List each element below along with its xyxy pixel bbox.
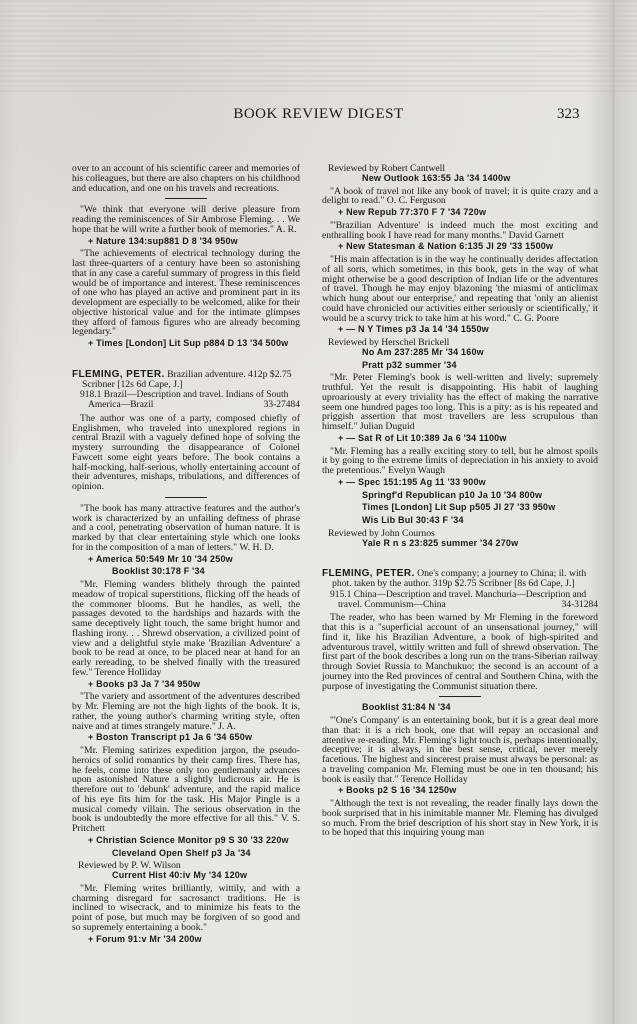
review-paragraph: "'Brazilian Adventure' is indeed much the most exciting and enthralling book I have read for many months." David Garnett (322, 219, 598, 241)
citation: Current Hist 40:iv My '34 120w (112, 870, 248, 880)
review-paragraph: "Mr. Fleming satirizes expedition jargon, the pseudo-heroics of solid romantics by their camp fires. There has, he feels, come into these only too gentlemanly advances upon astonished Nature a slightly ludicrous air. He is therefore out to 'debunk' adventure, and the rapid malice of his eye fits him for the task. His Major Pingle is a musical comedy villain. The serious observation in the book is undoubtedly the more effective for all this." V. S. Pritchett (72, 745, 300, 834)
citation: Pratt p32 summer '34 (362, 359, 457, 370)
citation: + Nature 134:sup881 D 8 '34 950w (88, 235, 238, 246)
review-paragraph: "Mr. Peter Fleming's book is well-written and lively; supremely truthful. Yet the result is disappointing. His habit of laughing uproariously at every triviality has the effect of making the narrative seem one hundred pages too long. This is a pity: as is his repeated and priggish assertion that most travellers are less scrupulous than himself." Julian Duguid (322, 372, 598, 432)
review-paragraph: "We think that everyone will derive pleasure from reading the reminiscences of Sir Ambrose Fleming. . . We hope that he will write a further book of memories." A. R. (72, 204, 300, 235)
subject-headings (72, 391, 300, 411)
review-paragraph: The reader, who has been warned by Mr Fleming in the foreword that this is a "superficial account of an unsensational journey," will find it, like his Brazilian Adventure, a book of high-spirited and adventurous travel, wittily written and full of shrewd observation. The first part of the book describes a long run on the trans-Siberian railway through Soviet Russia to Manchukuo; the second is an account of a journey into the Red provinces of central and Southern China, with the purpose of investigating the Communist situation there. (322, 612, 598, 692)
book-details: Brazilian adventure. 412p $2.75 Scribner [12s 6d Cape, J.] (82, 368, 292, 390)
review-paragraph: "Mr. Fleming writes brilliantly, wittily, and with a charming disregard for sacrosanct traditions. He is inclined to wisecrack, and to minimize his feats to the point of pose, but much may be forgiven of so good and so supremely entertaining a book." (72, 882, 300, 933)
right-column (322, 164, 598, 840)
divider (439, 696, 481, 697)
citation: New Outlook 163:55 Ja '34 1400w (362, 172, 511, 183)
citation: Times [London] Lit Sup p505 Jl 27 '33 950w (362, 502, 556, 513)
review-paragraph: "The achievements of electrical technology during the last three-quarters of a century have been so astonishing that in any case a careful summary of progress in this field would be of importance and interest. These reminiscences of one who has played an active and prominent part in its development are especially to be welcomed, alike for their objective historical value and for the intimate glimpses they afford of famous figures who are already becoming legendary." (72, 248, 300, 338)
subject-text: 915.1 China—Description and travel. Manchuria—Description and travel. Communism—China (330, 589, 587, 610)
left-column (72, 164, 300, 947)
citation: + Times [London] Lit Sup p884 D 13 '34 500w (88, 338, 289, 348)
review-paragraph: "A book of travel not like any book of travel; it is quite crazy and a delight to read." O. C. Ferguson (322, 185, 598, 207)
reviewer-line: Reviewed by Herschel Brickell (328, 337, 450, 348)
review-paragraph: over to an account of his scientific career and memories of his colleagues, but there are also chapters on his childhood and education, and one on his travels and recreations. (72, 163, 300, 194)
reviewer-line: Reviewed by John Cournos (328, 527, 435, 539)
citation: Cleveland Open Shelf p3 Ja '34 (112, 847, 251, 858)
citation: Wis Lib Bul 30:43 F '34 (362, 515, 464, 525)
citation: + New Statesman & Nation 6:135 Jl 29 '33 1500w (338, 241, 554, 252)
book-details: One's company; a journey to China; il. with phot. taken by the author. 319p $2.75 Scribner [8s 6d Cape, J.] (332, 568, 587, 589)
review-paragraph: "His main affectation is in the way he continually derides affectation of all sorts, which sometimes, in this book, gets in the way of what might otherwise be a good description of Indian life or the adventures of travel. Though he may enjoy blazoning 'the miasmi of anticlimax which hung about our enterprise,' and repeating that 'only an alienist could have chronicled our activities either seriously or scientifically,' it would be a scurvy trick to take him at his word." C. G. Poore (322, 254, 598, 324)
citation: + Books p2 S 16 '34 1250w (338, 785, 457, 796)
citation: + New Repub 77:370 F 7 '34 720w (338, 207, 487, 217)
review-paragraph: "Although the text is not revealing, the reader finally lays down the book surprised that in his inimitable manner Mr. Fleming has divulged so much. From the brief description of his short stay in New York, it is to be hoped that this inquiring young man (322, 798, 598, 839)
review-paragraph: "Mr. Fleming wanders blithely through the painted meadow of tropical superstitions, flicking off the heads of the commoner blooms. But he handles, as well, the passages devoted to the hardships and hazards with the same deceptively light touch, the same bright humor and flashing irony. . . Shrewd observation, a civilized point of view and a delightful style make 'Brazilian Adventure' a book to be read at once, to be placed near at hand for an early rereading, to be shelved finally with the treasured few." Terence Holliday (72, 579, 300, 678)
citation: + Christian Science Monitor p9 S 30 '33 220w (88, 834, 289, 845)
entry-heading (72, 370, 300, 390)
review-paragraph: "The book has many attractive features and the author's work is characterized by an unfailing deftness of phrase and a cool, penetrating observation of human nature. It is marked by that clear entertaining style which one looks for in the composition of a man of letters." W. H. D. (72, 502, 300, 553)
citation: + — Spec 151:195 Ag 11 '33 900w (338, 476, 486, 487)
subject-headings (322, 591, 598, 611)
author-name: FLEMING, PETER. (322, 568, 415, 580)
entry-gap (322, 551, 598, 569)
citation: Booklist 31:84 N '34 (362, 702, 451, 713)
scan-noise-band (0, 0, 637, 95)
page-edge (612, 0, 615, 1024)
page-number: 323 (557, 106, 580, 122)
citation: Springf'd Republican p10 Ja 10 '34 800w (362, 489, 543, 500)
reviewer-line: Reviewed by Robert Cantwell (328, 163, 446, 174)
author-name: FLEMING, PETER. (72, 368, 165, 380)
review-paragraph: "Mr. Fleming has a really exciting story to tell, but he almost spoils it by going to the extreme limits of depreciation in his anxiety to avoid the pretentious." Evelyn Waugh (322, 445, 598, 476)
reviewer-line: Reviewed by P. W. Wilson (78, 860, 181, 872)
citation: + Forum 91:v Mr '34 200w (88, 933, 202, 944)
entry-gap (72, 352, 300, 370)
divider (165, 497, 207, 498)
running-head: BOOK REVIEW DIGEST (233, 106, 404, 122)
citation: + — Sat R of Lit 10:389 Ja 6 '34 1100w (338, 432, 507, 443)
citation: Booklist 30:178 F '34 (112, 566, 205, 577)
citation: Yale R n s 23:825 summer '34 270w (362, 537, 519, 548)
citation: + Boston Transcript p1 Ja 6 '34 650w (88, 732, 253, 743)
citation: + — N Y Times p3 Ja 14 '34 1550w (338, 324, 489, 335)
divider (165, 198, 207, 199)
review-paragraph: "The variety and assortment of the adventures described by Mr. Fleming are not the high lights of the book. It is, rather, the young author's charming writing style, often naive and at times strangely mature." J. A. (72, 691, 300, 732)
citation: No Am 237:285 Mr '34 160w (362, 346, 484, 357)
entry-heading (322, 569, 598, 589)
catalog-number: 33-27484 (263, 400, 300, 410)
subject-text: 918.1 Brazil—Description and travel. Indians of South America—Brazil (80, 390, 289, 410)
citation: + America 50:549 Mr 10 '34 250w (88, 553, 233, 564)
citation: + Books p3 Ja 7 '34 950w (88, 678, 201, 689)
review-paragraph: "'One's Company' is an entertaining book, but it is a great deal more than that: it is a rich book, one that will repay an occasional and attentive re-reading. Mr. Fleming's light touch is, perhaps intentionally, deceptive; it is always, in the best sense, critical, never merely facetious. The highest and sincerest praise must always be personal: as a traveling companion Mr. Fleming must be one in ten thousand; his book is easily that." Terence Holliday (322, 715, 598, 785)
review-paragraph: The author was one of a party, composed chiefly of Englishmen, who traveled into unexplored regions in central Brazil with a vaguely defined hope of solving the mystery surrounding the disappearance of Colonel Fawcett some eight years before. The book contains a half-mocking, half-serious, wholly entertaining account of their adventures, mishaps, tribulations, and differences of opinion. (72, 412, 300, 492)
catalog-number: 34-31284 (561, 599, 598, 610)
